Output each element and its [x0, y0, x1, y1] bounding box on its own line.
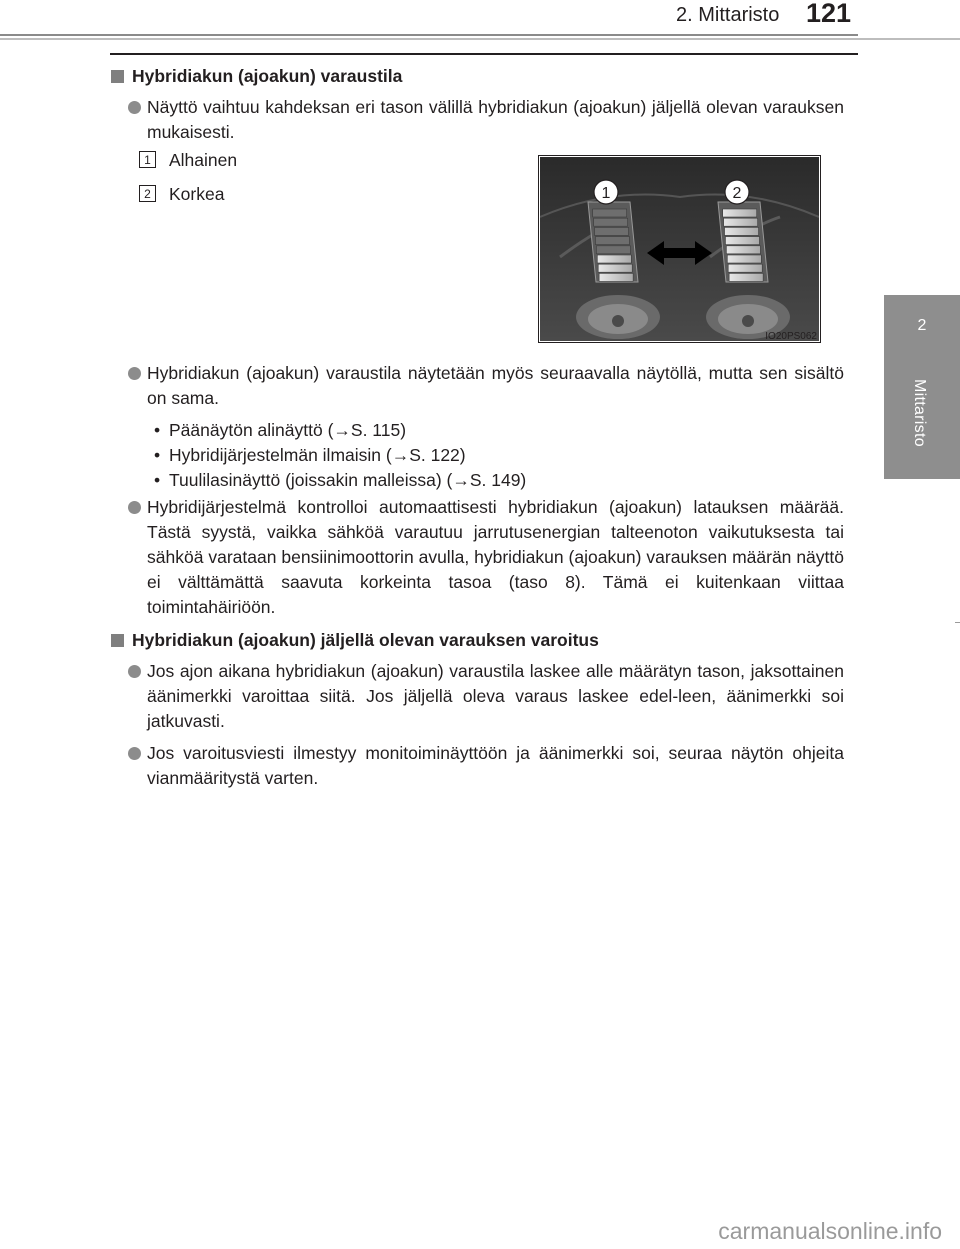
legend-label: Korkea [169, 184, 225, 204]
section-heading-charge-state [110, 64, 844, 89]
sub-list-item[interactable]: • Päänäytön alinäyttö (→S. 115) [154, 418, 844, 443]
square-bullet-icon [111, 634, 124, 647]
sub-list-item[interactable]: • Hybridijärjestelmän ilmaisin (→S. 122) [154, 443, 844, 468]
callout-2 [725, 180, 749, 204]
callout-number: 1 [139, 151, 156, 168]
gauge-segment [598, 264, 632, 272]
round-bullet-icon [128, 747, 141, 760]
gauge-segment [597, 255, 631, 263]
gauge-segment [727, 255, 761, 263]
heading-text: Hybridiakun (ajoakun) varaustila [132, 66, 403, 86]
battery-gauge-figure [538, 155, 821, 343]
header-section-title: 2. Mittaristo [676, 4, 780, 26]
side-tab-label: Mittaristo [911, 379, 928, 447]
round-bullet-icon [128, 501, 141, 514]
figure-code: IO20PS062 [765, 331, 817, 342]
gauge-segment [725, 227, 759, 235]
gauge-segment [725, 237, 759, 245]
bullet-item [110, 95, 844, 145]
sub-list-item[interactable]: • Tuulilasinäyttö (joissakin malleissa) (→S. 149) [154, 468, 844, 493]
callout-1 [594, 180, 618, 204]
figure-legend [139, 147, 237, 215]
gauge-segment [729, 273, 763, 281]
gauge-illustration [540, 157, 819, 341]
sub-list [110, 418, 844, 493]
gauge-segment [599, 273, 633, 281]
bullet-text: Jos varoitusviesti ilmestyy monitoiminäyttöön ja äänimerkki soi, seuraa näytön ohjeita vianmääritystä varten. [147, 743, 844, 788]
small-dot-icon: • [154, 420, 161, 440]
bullet-item [110, 741, 844, 791]
small-dot-icon: • [154, 445, 161, 465]
gauge-segment [595, 227, 629, 235]
top-rule [110, 53, 858, 55]
gauge-segment [728, 264, 762, 272]
bullet-text: Näyttö vaihtuu kahdeksan eri tason välillä hybridiakun (ajoakun) jäljellä olevan varauksen mukaisesti. [147, 97, 844, 142]
side-tab[interactable] [884, 295, 960, 479]
bullet-item [110, 361, 844, 411]
gauge-segment [594, 218, 628, 226]
page-number: 121 [806, 0, 852, 28]
callout-2-label: 2 [732, 185, 742, 202]
legend-row-low [139, 147, 237, 181]
section-heading-charge-warning [110, 628, 844, 653]
bullet-item [110, 659, 844, 734]
small-dot-icon: • [154, 470, 161, 490]
callout-number: 2 [139, 185, 156, 202]
round-bullet-icon [128, 367, 141, 380]
gauge-segment [724, 218, 758, 226]
callout-1-label: 1 [601, 185, 611, 202]
gauge-segment [723, 209, 757, 217]
gauge-segment [593, 209, 627, 217]
side-tick [955, 622, 960, 623]
round-bullet-icon [128, 101, 141, 114]
bullet-text: Hybridijärjestelmä kontrolloi automaattisesti hybridiakun (ajoakun) latauksen määrää. Tästä syystä, vaikka sähköä varautuu jarrutusenergian talteenoton vaikutuksesta tai sähköä varataan bensiinimoottorin avulla, hybridiakun (ajoakun) varauksen määrän näyttö ei välttämättä saavuta korkeinta tasoa (taso 8). Tämä ei kuitenkaan viittaa toimintahäiriöön. [147, 497, 844, 617]
side-tab-number: 2 [917, 317, 927, 334]
square-bullet-icon [111, 70, 124, 83]
heading-text: Hybridiakun (ajoakun) jäljellä olevan varauksen varoitus [132, 630, 599, 650]
legend-label: Alhainen [169, 150, 238, 170]
bullet-item [110, 495, 844, 620]
header-rule-secondary [0, 38, 960, 40]
legend-row-high [139, 181, 237, 215]
bullet-text: Jos ajon aikana hybridiakun (ajoakun) varaustila laskee alle määrätyn tason, jaksottainen äänimerkki varoittaa siitä. Jos jäljellä oleva varaus laskee edel-leen, äänimerkki soi jatkuvasti. [147, 661, 844, 731]
gauge-segment [726, 246, 760, 254]
header-rule [0, 34, 858, 36]
round-bullet-icon [128, 665, 141, 678]
gauge-segment [596, 246, 630, 254]
watermark: carmanualsonline.info [718, 1218, 942, 1244]
gauge-segment [595, 237, 629, 245]
bullet-text: Hybridiakun (ajoakun) varaustila näytetään myös seuraavalla näytöllä, mutta sen sisältö on sama. [147, 363, 844, 408]
